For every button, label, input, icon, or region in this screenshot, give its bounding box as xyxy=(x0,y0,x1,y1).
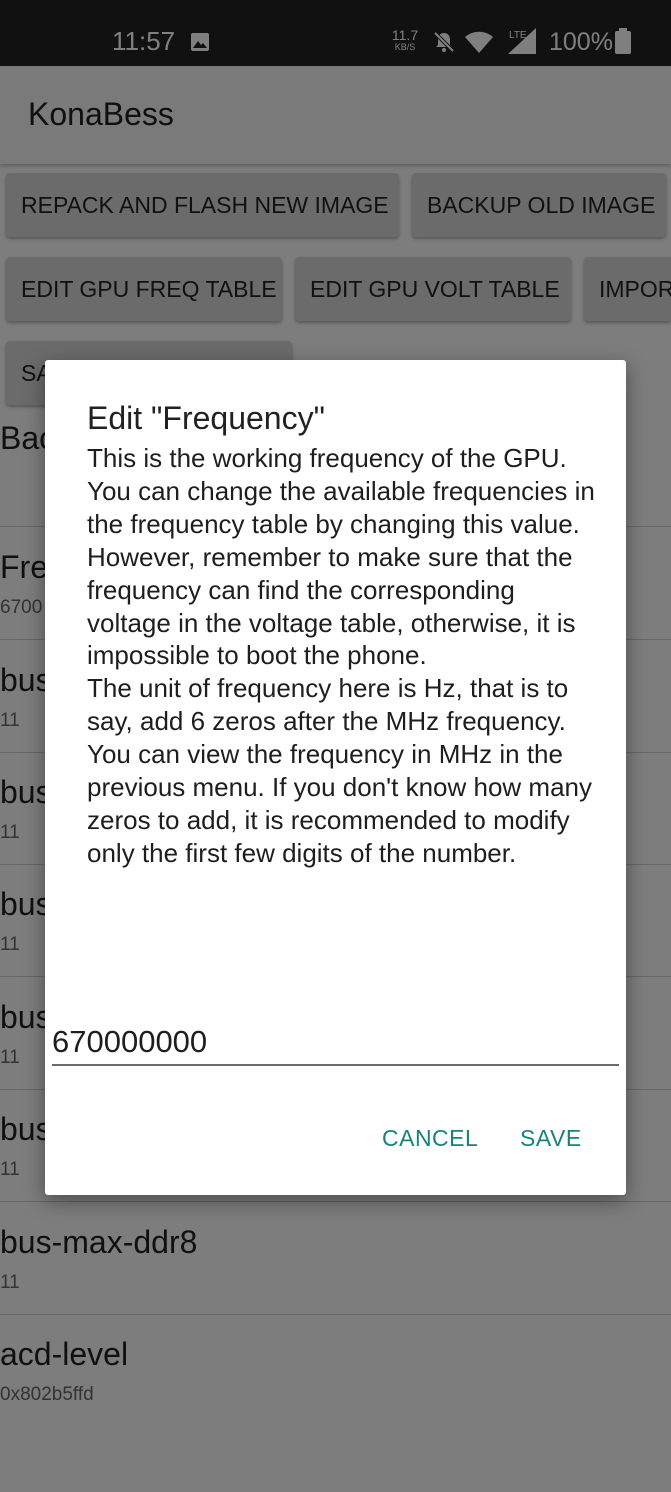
edit-frequency-dialog xyxy=(45,360,626,1195)
dialog-title: Edit "Frequency" xyxy=(87,400,325,436)
frequency-input[interactable] xyxy=(52,1020,619,1066)
dialog-message: This is the working frequency of the GPU. You can change the available frequencies in the frequency table by changing this value. However, remember to make sure that the frequency can find the corresponding voltage in the voltage table, otherwise, it is impossible to boot the phone. The unit of frequency here is Hz, that is to say, add 6 zeros after the MHz frequency. You can view the frequency in MHz in the previous menu. If you don't know how many zeros to add, it is recommended to modify only the first few digits of the number. xyxy=(87,443,595,868)
cancel-button[interactable]: CANCEL xyxy=(382,1125,479,1151)
save-button[interactable]: SAVE xyxy=(520,1125,582,1151)
